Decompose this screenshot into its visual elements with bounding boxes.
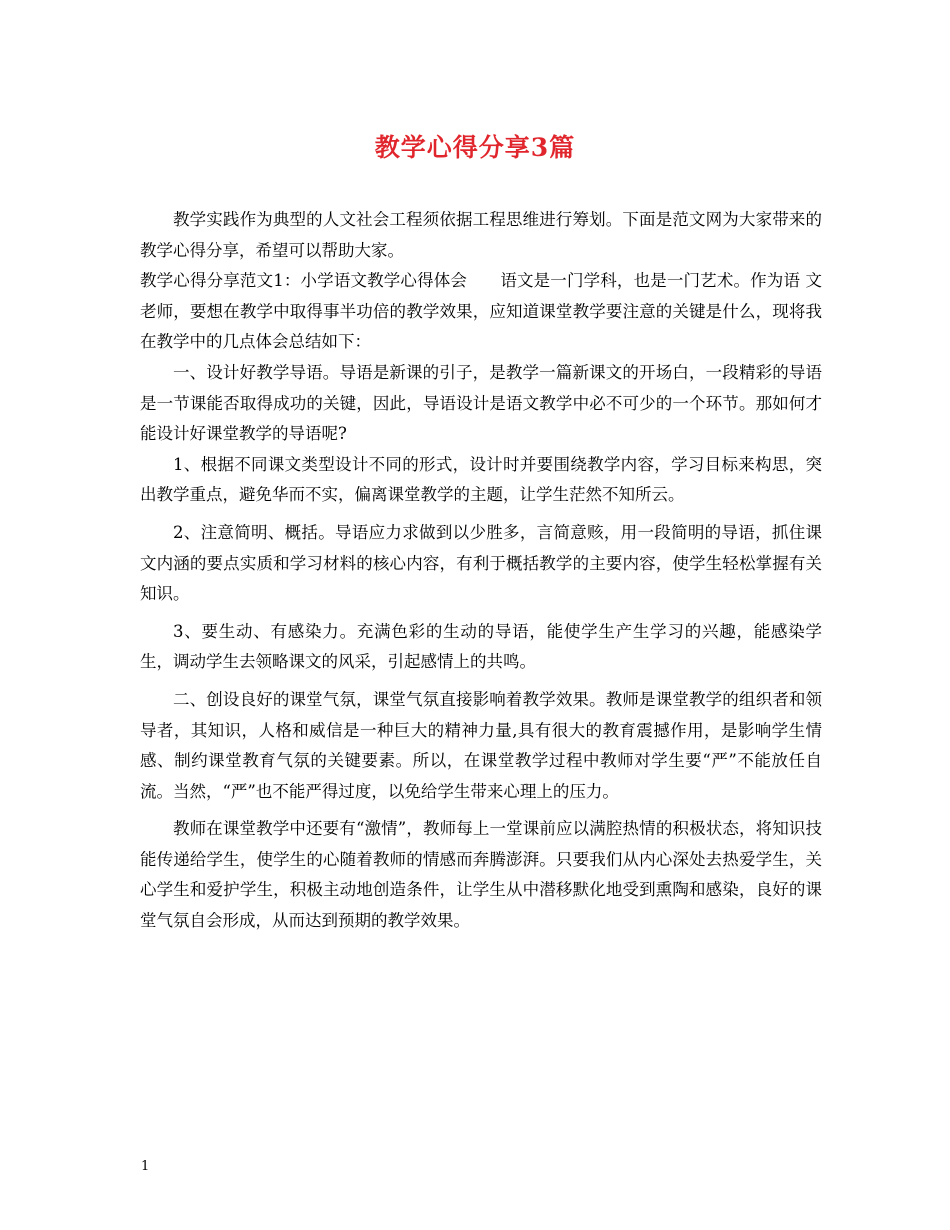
paragraph-section-1: 一、设计好教学导语。导语是新课的引子，是教学一篇新课文的开场白，一段精彩的导语是一节课能否取得成功的关键，因此，导语设计是语文教学中必不可少的一个环节。那如何才能设计好课堂教学的导语呢? [140,362,822,444]
paragraph-sample-1-heading: 教学心得分享范文1：小学语文教学心得体会 语文是一门学科，也是一门艺术。作为语 文老师，要想在教学中取得事半功倍的教学效果，应知道课堂教学要注意的关键是什么，现将我在教学中的几点体会总结如下： [140,271,822,352]
paragraph-point-3: 3、要生动、有感染力。充满色彩的生动的导语，能使学生产生学习的兴趣，能感染学生，调动学生去领略课文的风采，引起感情上的共鸣。 [140,621,822,672]
paragraph-passion: 教师在课堂教学中还要有“激情”，教师每上一堂课前应以满腔热情的积极状态，将知识技能传递给学生，使学生的心随着教师的情感而奔腾澎湃。只要我们从内心深处去热爱学生，关心学生和爱护学生，积极主动地创造条件，让学生从中潜移默化地受到熏陶和感染，良好的课堂气氛自会形成，从而达到预期的教学效果。 [140,819,822,931]
page-number: 1 [141,1159,150,1174]
paragraph-section-2: 二、创设良好的课堂气氛，课堂气氛直接影响着教学效果。教师是课堂教学的组织者和领导者，其知识，人格和威信是一种巨大的精神力量,具有很大的教育震撼作用，是影响学生情感、制约课堂教育气氛的关键要素。所以，在课堂教学过程中教师对学生要“严”不能放任自流。当然，“严”也不能严得过度，以免给学生带来心理上的压力。 [140,689,822,801]
document-title: 教学心得分享3篇 [374,133,576,162]
paragraph-intro: 教学实践作为典型的人文社会工程须依据工程思维进行筹划。下面是范文网为大家带来的教学心得分享，希望可以帮助大家。 [140,210,822,260]
document-body [140,205,822,937]
paragraph-point-1: 1、根据不同课文类型设计不同的形式，设计时并要围绕教学内容，学习目标来构思，突出教学重点，避免华而不实，偏离课堂教学的主题，让学生茫然不知所云。 [140,454,822,505]
paragraph-point-2: 2、注意简明、概括。导语应力求做到以少胜多，言简意赅，用一段简明的导语，抓住课文内涵的要点实质和学习材料的核心内容，有利于概括教学的主要内容，使学生轻松掌握有关知识。 [140,522,822,604]
